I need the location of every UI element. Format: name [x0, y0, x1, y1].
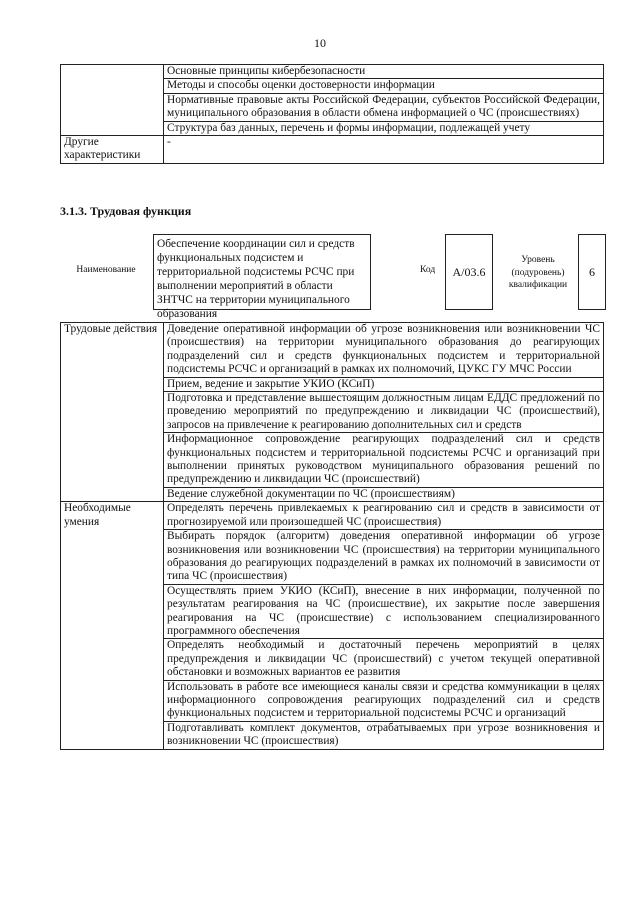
- table-cell: Использовать в работе все имеющиеся каналы связи и средства коммуникации в целях информационного сопровождения реагирующих подразделений сил и средств функциональных подсистем и территориальной подсистемы РСЧС и организаций: [164, 680, 604, 721]
- function-name: Обеспечение координации сил и средств функциональных подсистем и территориальной подсистемы РСЧС при выполнении мероприятий в области ЗНТЧС на территории муниципального образования: [153, 234, 371, 310]
- skills-label: Необходимые умения: [61, 502, 164, 749]
- page-number: 10: [314, 36, 326, 50]
- level-label: Уровень (подуровень) квалификации: [508, 255, 568, 290]
- table-cell: Прием, ведение и закрытие УКИО (КСиП): [164, 377, 604, 391]
- code-label: Код: [420, 265, 436, 275]
- labor-function-table: [60, 322, 604, 750]
- table-row: [61, 502, 604, 530]
- table-cell: Подготовка и представление вышестоящим должностным лицам ЕДДС предложений по проведению мероприятий по предупреждению и ликвидации ЧС (происшествий), запросов на привлечение к реагированию дополнительных сил и средств: [164, 392, 604, 433]
- labor-actions-label: Трудовые действия: [61, 323, 164, 502]
- table-cell: Осуществлять прием УКИО (КСиП), внесение в них информации, полученной по результатам реагирования на ЧС (происшествие), их закрытие после завершения реагирования на ЧС (происшествие) с использованием специализированного программного обеспечения: [164, 584, 604, 639]
- code-value: А/03.6: [445, 234, 493, 310]
- table-cell: Нормативные правовые акты Российской Федерации, субъектов Российской Федерации, муниципального образования в области обмена информацией о ЧС (происшествиях): [164, 93, 604, 121]
- row-label-other-characteristics: Другие характеристики: [61, 136, 164, 164]
- name-label: Наименование: [76, 265, 136, 275]
- table-cell: Методы и способы оценки достоверности информации: [164, 79, 604, 93]
- table-row: [61, 323, 604, 378]
- table-row: [61, 136, 604, 164]
- knowledge-table-continued: [60, 64, 604, 164]
- table-row: [61, 65, 604, 79]
- row-label: [61, 65, 164, 136]
- table-cell: Определять необходимый и достаточный перечень мероприятий в целях предупреждения и ликвидации ЧС (происшествий) с учетом текущей оперативной обстановки и возможных вариантов ее развития: [164, 639, 604, 680]
- table-cell: Структура баз данных, перечень и формы информации, подлежащей учету: [164, 121, 604, 135]
- level-value: 6: [578, 234, 606, 310]
- table-cell: Подготавливать комплект документов, отрабатываемых при угрозе возникновения и возникновении ЧС (происшествия): [164, 721, 604, 749]
- table-cell: Доведение оперативной информации об угрозе возникновения или возникновении ЧС (происшествия) на территории муниципального образования до реагирующих подразделений сил и средств функциональных подсистем и территориальной подсистемы РСЧС и организаций в рамках их полномочий, ЦУКС ГУ МЧС России: [164, 323, 604, 378]
- table-cell: Выбирать порядок (алгоритм) доведения оперативной информации об угрозе возникновения или возникновении ЧС (происшествия) на территории муниципального образования до реагирующих подразделений в рамках их полномочий в зависимости от типа ЧС (происшествия): [164, 530, 604, 585]
- table-cell: -: [164, 136, 604, 164]
- section-title: 3.1.3. Трудовая функция: [60, 204, 192, 218]
- table-cell: Определять перечень привлекаемых к реагированию сил и средств в зависимости от прогнозируемой или произошедшей ЧС (происшествия): [164, 502, 604, 530]
- table-cell: Ведение служебной документации по ЧС (происшествиям): [164, 487, 604, 501]
- table-cell: Основные принципы кибербезопасности: [164, 65, 604, 79]
- table-cell: Информационное сопровождение реагирующих подразделений сил и средств функциональных подсистем и территориальной подсистемы РСЧС и организаций при выполнении принятых руководством муниципального образования решений по предупреждению и ликвидации ЧС (происшествий): [164, 433, 604, 488]
- labor-function-header: [60, 234, 604, 320]
